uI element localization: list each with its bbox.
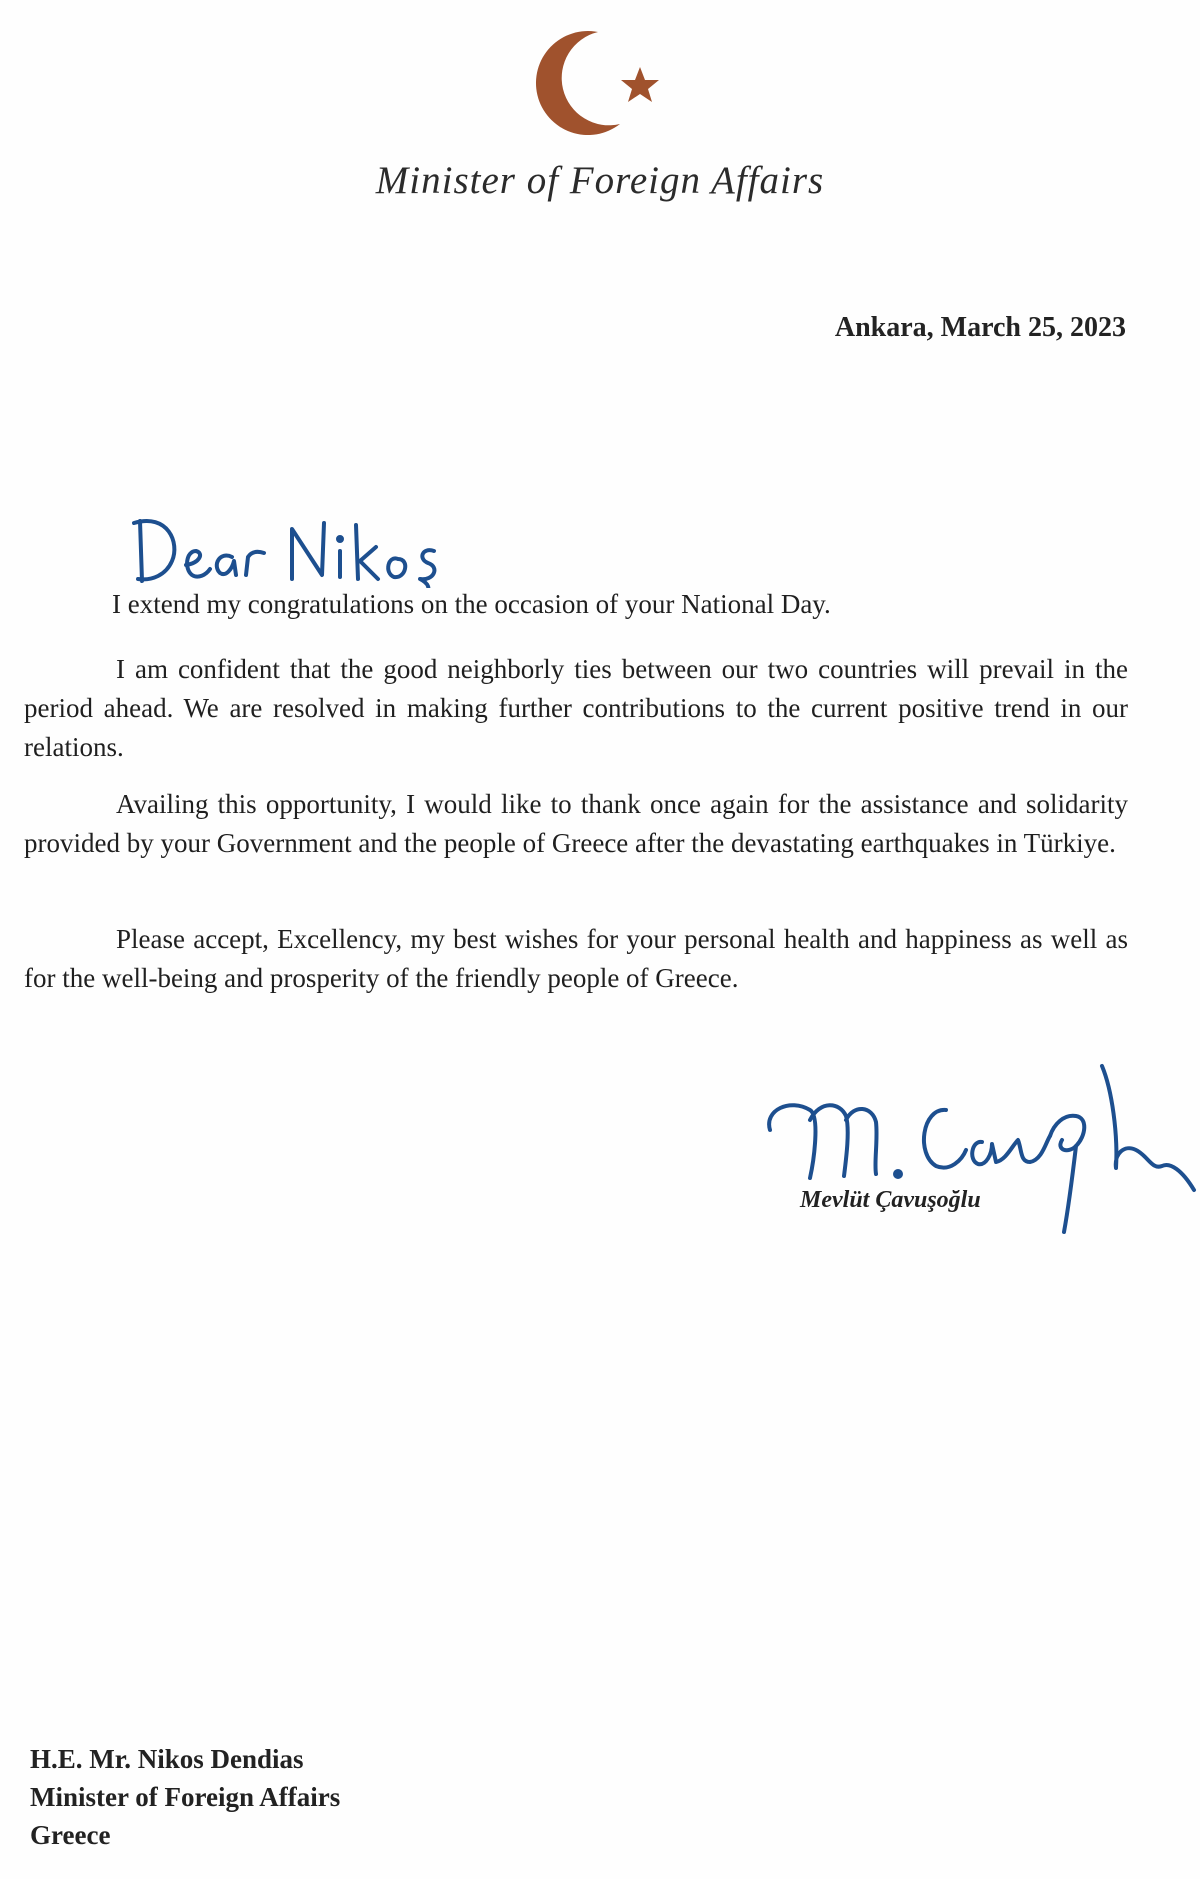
handwritten-salutation (128, 503, 448, 588)
paragraph-2 (24, 650, 1128, 767)
crescent-and-star-icon (512, 20, 672, 140)
recipient-block (30, 1740, 340, 1854)
recipient-name: H.E. Mr. Nikos Dendias (30, 1744, 304, 1774)
signer-name: Mevlüt Çavuşoğlu (800, 1187, 981, 1213)
paragraph-1 (24, 585, 1128, 624)
paragraph-3 (24, 785, 1128, 863)
paragraph-4-text: Please accept, Excellency, my best wishes for your personal health and happiness as well as for the well-being and prosperity of the friendly people of Greece. (24, 924, 1128, 993)
date-line: Ankara, March 25, 2023 (834, 312, 1126, 343)
paragraph-1-text: I extend my congratulations on the occasion of your National Day. (112, 589, 831, 619)
recipient-country: Greece (30, 1820, 111, 1850)
paragraph-3-text: Availing this opportunity, I would like to thank once again for the assistance and solidarity provided by your Government and the people of Greece after the devastating earthquakes in Türkiye. (24, 789, 1128, 858)
paragraph-2-text: I am confident that the good neighborly ties between our two countries will prevail in the period ahead. We are resolved in making further contributions to the current positive trend in our relations. (24, 654, 1128, 762)
recipient-title: Minister of Foreign Affairs (30, 1782, 341, 1812)
paragraph-4 (24, 920, 1128, 998)
letterhead-title: Minister of Foreign Affairs (375, 159, 825, 202)
